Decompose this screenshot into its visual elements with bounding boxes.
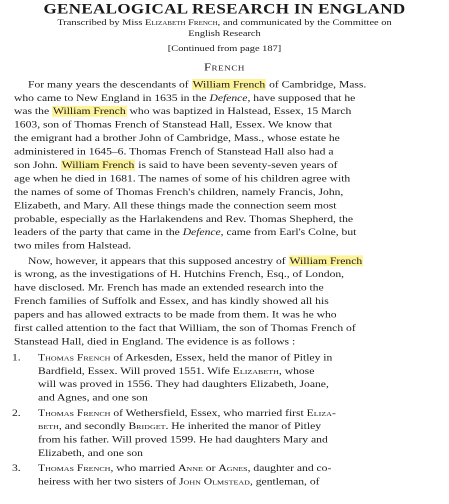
para1-line-4: 1603, son of Thomas French of Stanstead Hall, Essex. We know that (14, 119, 333, 131)
highlight-william-french: William French (53, 105, 126, 117)
byline-line-2: English Research (188, 29, 261, 39)
para1-line-8: age when he died in 1681. The names of some of his children agree with (14, 173, 351, 184)
para1-line-7: son John. William French is said to have been seventy-seven years of (14, 159, 338, 171)
para1-line-6: administered in 1645–6. Thomas French of Stanstead Hall also had a (14, 146, 334, 158)
item1-line-1: Thomas French of Arkesden, Essex, held the manor of Pitley in (38, 351, 333, 363)
para1-line-9: the names of some of Thomas French's children, namely Francis, John, (14, 186, 344, 198)
para1-line-5: the emigrant had a brother John of Cambridge, Mass., whose estate he (14, 132, 340, 144)
item1-line-2: Bardfield, Essex. Will proved 1551. Wife Elizabeth, whose (38, 365, 315, 377)
para2-line-1: Now, however, it appears that this supposed ancestry of William French (28, 255, 363, 267)
para2-line-6: first called attention to the fact that William, the son of Thomas French of (14, 322, 356, 334)
para1-line-12: leaders of the party that came in the Defence, came from Earl's Colne, but (14, 226, 357, 238)
byline-name: Elizabeth French (144, 18, 218, 28)
item1-line-3: will was proved in 1556. They had daughters Elizabeth, Joane, (38, 378, 329, 390)
para2-line-2: is wrong, as the investigations of H. Hutchins French, Esq., of London, (14, 268, 345, 280)
item1-line-4: and Agnes, and one son (38, 392, 148, 404)
highlight-william-french: William French (61, 159, 135, 171)
para2-line-7: Stanstead Hall, died in England. The evidence is as follows : (14, 336, 296, 347)
item2-line-3: from his father. Will proved 1599. He had daughters Mary and (38, 434, 328, 446)
item2-line-1: Thomas French of Wethersfield, Essex, who married first Eliza- (38, 407, 336, 419)
byline-line-1: Transcribed by Miss Elizabeth French, and communicated by the Committee on (57, 18, 392, 28)
highlight-william-french: William French (289, 255, 363, 267)
para1-line-1: For many years the descendants of William French of Cambridge, Mass. (28, 78, 367, 90)
para2-line-3: have disclosed. Mr. French has made an extended research into the (14, 282, 324, 294)
para2-line-4: French families of Suffolk and Essex, and has kindly showed all his (14, 295, 329, 307)
list-item-number: 3. (12, 462, 21, 474)
para1-line-13: two miles from Halstead. (14, 240, 132, 252)
item3-line-1: Thomas French, who married Anne or Agnes, daughter and co- (38, 462, 332, 474)
highlight-william-french: William French (192, 78, 266, 90)
para1-line-11: probable, especially as the Harlakendens and Rev. Thomas Shepherd, the (14, 213, 354, 225)
list-item-number: 2. (12, 407, 21, 419)
para1-line-3: was the William French who was baptized in Halstead, Essex, 15 March (14, 105, 352, 117)
item2-line-4: Elizabeth, and one son (38, 447, 143, 459)
continued-note: [Continued from page 187] (167, 44, 282, 54)
item3-line-2: heiress with her two sisters of John Olmstead, gentleman, of (38, 476, 320, 488)
section-heading: French (203, 61, 246, 74)
para1-line-10: Elizabeth, and Mary. All these things made the connection seem most (14, 199, 337, 211)
para2-line-5: papers and has allowed extracts to be made from them. It was he who (14, 309, 337, 321)
para1-line-2: who came to New England in 1635 in the Defence, have supposed that he (14, 92, 356, 104)
item2-line-2: beth, and secondly Bridget. He inherited the manor of Pitley (38, 420, 322, 432)
list-item-number: 1. (12, 351, 21, 363)
page-title: GENEALOGICAL RESEARCH IN ENGLAND (43, 0, 406, 17)
